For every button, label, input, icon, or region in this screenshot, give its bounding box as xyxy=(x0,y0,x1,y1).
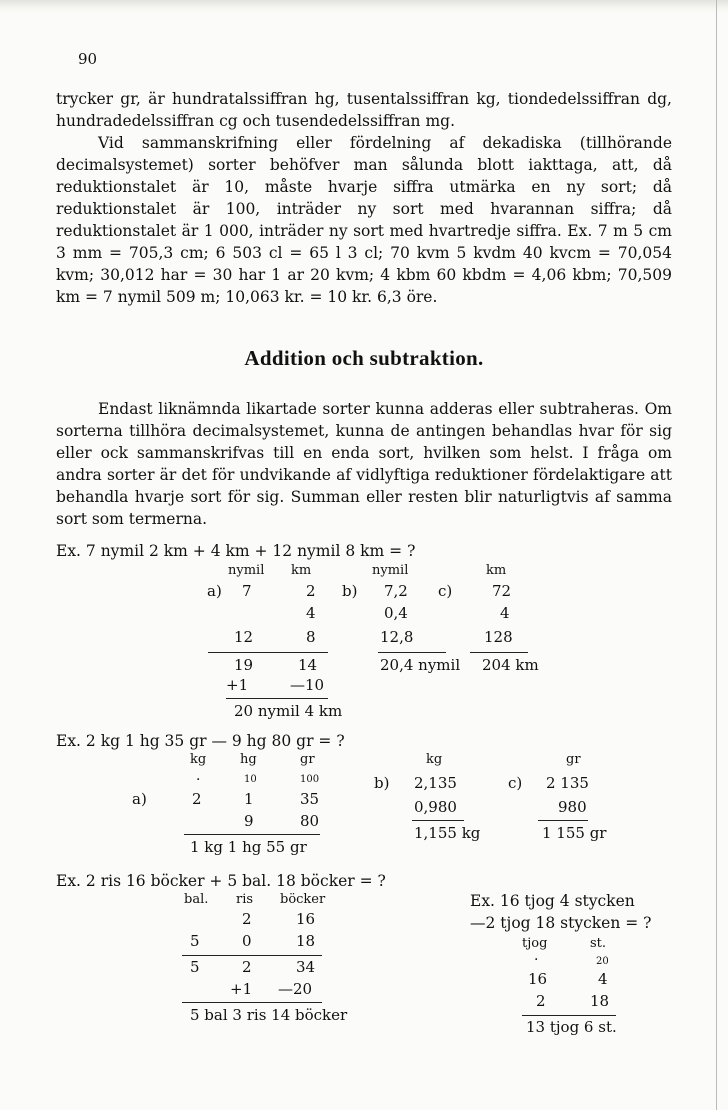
ex2-a-cell: 80 xyxy=(300,812,320,830)
ex2-a-cell: 35 xyxy=(300,790,320,808)
ex4-cell: 16 xyxy=(528,970,548,988)
ex2-b-result-line xyxy=(412,820,464,821)
ex2-a-header-gr: gr xyxy=(300,752,315,767)
example-4-problem-line-2: —2 tjog 18 stycken = ? xyxy=(470,914,652,932)
ex2-c-label: c) xyxy=(508,774,523,792)
ex1-a-result: 20 nymil 4 km xyxy=(234,702,343,720)
ex1-a-cell: 2 xyxy=(306,582,316,600)
ex1-a-header-nymil: nymil xyxy=(228,563,265,578)
ex3-header-bal: bal. xyxy=(184,892,209,907)
ex2-c-cell: 980 xyxy=(558,798,587,816)
ex4-header-tjog: tjog xyxy=(522,936,548,951)
ex3-cell: 0 xyxy=(242,932,252,950)
ex1-b-cell: 7,2 xyxy=(384,582,408,600)
ex4-mark: · xyxy=(534,952,539,968)
ex1-a-cell: 12 xyxy=(234,628,254,646)
ex3-cell: —20 xyxy=(278,980,313,998)
ex2-a-header-kg: kg xyxy=(190,752,207,767)
ex4-header-st: st. xyxy=(590,936,607,951)
ex1-a-header-km: km xyxy=(291,563,312,578)
ex1-a-cell: 4 xyxy=(306,604,316,622)
ex2-b-cell: 0,980 xyxy=(414,798,457,816)
ex1-c-cell: 72 xyxy=(492,582,512,600)
ex4-cell: 18 xyxy=(590,992,610,1010)
ex3-cell: +1 xyxy=(230,980,253,998)
ex3-sum-line xyxy=(182,955,322,956)
ex3-result-line xyxy=(182,1002,322,1003)
example-2-problem: Ex. 2 kg 1 hg 35 gr — 9 hg 80 gr = ? xyxy=(56,732,345,750)
ex2-b-result: 1,155 kg xyxy=(414,824,481,842)
ex2-a-header-hg: hg xyxy=(240,752,257,767)
ex2-a-cell: 9 xyxy=(244,812,254,830)
ex1-b-cell: 12,8 xyxy=(380,628,414,646)
ex1-c-header: km xyxy=(486,563,507,578)
ex1-b-header: nymil xyxy=(372,563,409,578)
ex2-c-result: 1 155 gr xyxy=(542,824,607,842)
ex1-c-cell: 128 xyxy=(484,628,513,646)
example-1-problem: Ex. 7 nymil 2 km + 4 km + 12 nymil 8 km = ? xyxy=(56,542,416,560)
ex1-a-label: a) xyxy=(207,582,222,600)
ex2-a-result: 1 kg 1 hg 55 gr xyxy=(190,838,307,856)
example-4-problem-line-1: Ex. 16 tjog 4 stycken xyxy=(470,892,635,910)
ex2-c-header: gr xyxy=(566,752,581,767)
ex3-cell: 2 xyxy=(242,910,252,928)
ex2-a-cell: 2 xyxy=(192,790,202,808)
ex3-cell: 16 xyxy=(296,910,316,928)
ex2-b-header: kg xyxy=(426,752,443,767)
ex1-c-cell: 4 xyxy=(500,604,510,622)
ex1-b-cell: 0,4 xyxy=(384,604,408,622)
ex3-result: 5 bal 3 ris 14 böcker xyxy=(190,1006,348,1024)
paragraph-2: Vid sammanskrifning eller fördelning af dekadiska (tillhörande decimalsystemet) sorter behöfver man sålunda blott iakttaga, att, då reduktionstalet är 10, måste hvarje siffra utmärka en ny sort; då reduktionstalet är 100, inträder ny sort med hvarannan siffra; då reduktionstalet är 1 000, inträder ny sort med hvartredje siffra. Ex. 7 m 5 cm 3 mm = 705,3 cm; 6 503 cl = 65 l 3 cl; 70 kvm 5 kvdm 40 kvcm = 70,054 kvm; 30,012 har = 30 har 1 ar 20 kvm; 4 kbm 60 kbdm = 4,06 kbm; 70,509 km = 7 nymil 509 m; 10,063 kr. = 10 kr. 6,3 öre. xyxy=(56,134,672,306)
ex3-cell: 5 xyxy=(190,958,200,976)
ex4-cell: 4 xyxy=(598,970,608,988)
example-3-problem: Ex. 2 ris 16 böcker + 5 bal. 18 böcker = ? xyxy=(56,872,386,890)
page-number: 90 xyxy=(78,50,98,68)
scan-edge xyxy=(0,0,728,14)
ex1-a-cell: 14 xyxy=(298,656,318,674)
ex2-a-mark: 10 xyxy=(244,774,257,785)
ex1-a-cell: 8 xyxy=(306,628,316,646)
ex1-a-cell: +1 xyxy=(226,676,249,694)
ex1-b-sum-line xyxy=(378,652,446,653)
ex4-result-line xyxy=(522,1015,616,1016)
ex2-b-cell: 2,135 xyxy=(414,774,457,792)
ex1-c-result: 204 km xyxy=(482,656,539,674)
ex2-c-result-line xyxy=(538,820,588,821)
paragraph-3: Endast liknämnda likartade sorter kunna adderas eller subtraheras. Om sorterna tillhöra decimalsystemet, kunna de antingen behandlas hvar för sig eller ock sammanskrifvas till en enda sort, hvilken som helst. I fråga om andra sorter är det för undvikande af vidlyftiga reduktioner fördelaktigare att behandla hvarje sort för sig. Summan eller resten blir naturligtvis af samma sort som termerna. xyxy=(56,400,672,528)
ex3-cell: 2 xyxy=(242,958,252,976)
ex2-b-label: b) xyxy=(374,774,390,792)
ex3-header-bocker: böcker xyxy=(280,892,326,907)
page-edge xyxy=(716,0,717,1110)
ex4-cell: 2 xyxy=(536,992,546,1010)
ex2-a-cell: 1 xyxy=(244,790,254,808)
ex1-c-label: c) xyxy=(438,582,453,600)
ex4-mark: 20 xyxy=(596,956,609,967)
ex1-a-result-line xyxy=(226,698,328,699)
ex1-c-sum-line xyxy=(470,652,528,653)
ex2-a-label: a) xyxy=(132,790,147,808)
ex3-cell: 18 xyxy=(296,932,316,950)
ex1-b-result: 20,4 nymil xyxy=(380,656,461,674)
ex3-cell: 34 xyxy=(296,958,316,976)
ex1-a-sum-line xyxy=(208,652,328,653)
ex1-a-cell: 19 xyxy=(234,656,254,674)
section-heading: Addition och subtraktion. xyxy=(244,346,484,370)
ex1-a-cell: 7 xyxy=(242,582,252,600)
ex2-a-mark: · xyxy=(196,772,201,788)
ex3-cell: 5 xyxy=(190,932,200,950)
paragraph-1: trycker gr, är hundratalssiffran hg, tusentalssiffran kg, tiondedelssiffran dg, hundradedelssiffran cg och tusendedelssiffran mg. xyxy=(56,90,672,130)
ex1-b-label: b) xyxy=(342,582,358,600)
ex3-header-ris: ris xyxy=(236,892,254,907)
ex4-result: 13 tjog 6 st. xyxy=(526,1018,617,1036)
ex2-a-result-line xyxy=(184,834,320,835)
ex2-a-mark: 100 xyxy=(300,774,320,785)
ex1-a-cell: —10 xyxy=(290,676,325,694)
ex2-c-cell: 2 135 xyxy=(546,774,589,792)
